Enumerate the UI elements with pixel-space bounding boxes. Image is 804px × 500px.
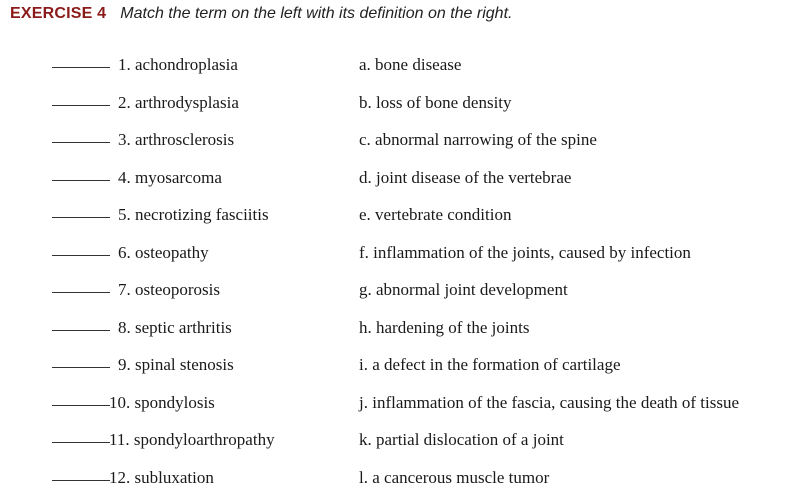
definition-label: b. loss of bone density: [359, 92, 512, 112]
definition-label: k. partial dislocation of a joint: [359, 430, 564, 449]
matching-row: [0, 385, 804, 423]
matching-row: [0, 122, 804, 160]
term-label: 8. septic arthritis: [118, 317, 232, 337]
matching-row: [0, 85, 804, 123]
matching-row: [0, 47, 804, 85]
term-label: 9. spinal stenosis: [118, 355, 234, 374]
definition-label: i. a defect in the formation of cartilage: [359, 355, 621, 374]
definition-label: c. abnormal narrowing of the spine: [359, 130, 597, 149]
term-label: 4. myosarcoma: [118, 167, 222, 187]
definition-label: e. vertebrate condition: [359, 205, 512, 224]
matching-row: [0, 310, 804, 348]
matching-list: [0, 47, 804, 497]
answer-blank[interactable]: [52, 105, 110, 106]
term-label: 5. necrotizing fasciitis: [118, 205, 269, 224]
term-label: 6. osteopathy: [118, 242, 209, 262]
matching-row: [0, 422, 804, 460]
answer-blank[interactable]: [52, 480, 110, 481]
matching-row: [0, 160, 804, 198]
exercise-instruction: Match the term on the left with its definition on the right.: [120, 5, 513, 22]
exercise-header: [10, 5, 512, 25]
matching-row: [0, 347, 804, 385]
answer-blank[interactable]: [52, 330, 110, 331]
term-label: 1. achondroplasia: [118, 55, 238, 74]
definition-label: l. a cancerous muscle tumor: [359, 467, 550, 487]
answer-blank[interactable]: [52, 67, 110, 68]
answer-blank[interactable]: [52, 405, 110, 406]
definition-label: g. abnormal joint development: [359, 280, 568, 299]
answer-blank[interactable]: [52, 292, 110, 293]
answer-blank[interactable]: [52, 255, 110, 256]
term-label: 2. arthrodysplasia: [118, 92, 239, 112]
definition-label: j. inflammation of the fascia, causing the death of tissue: [359, 392, 740, 412]
term-label: 11. spondyloarthropathy: [109, 430, 275, 449]
definition-label: f. inflammation of the joints, caused by infection: [359, 242, 691, 262]
answer-blank[interactable]: [52, 217, 110, 218]
matching-row: [0, 460, 804, 498]
term-label: 10. spondylosis: [109, 392, 215, 412]
definition-label: d. joint disease of the vertebrae: [359, 167, 572, 187]
term-label: 3. arthrosclerosis: [118, 130, 235, 149]
exercise-label: EXERCISE 4: [10, 5, 107, 22]
matching-row: [0, 272, 804, 310]
answer-blank[interactable]: [52, 142, 110, 143]
definition-label: a. bone disease: [359, 55, 462, 74]
term-label: 12. subluxation: [109, 467, 214, 487]
answer-blank[interactable]: [52, 180, 110, 181]
answer-blank[interactable]: [52, 442, 110, 443]
matching-row: [0, 235, 804, 273]
answer-blank[interactable]: [52, 367, 110, 368]
definition-label: h. hardening of the joints: [359, 317, 530, 337]
matching-row: [0, 197, 804, 235]
term-label: 7. osteoporosis: [118, 280, 220, 299]
